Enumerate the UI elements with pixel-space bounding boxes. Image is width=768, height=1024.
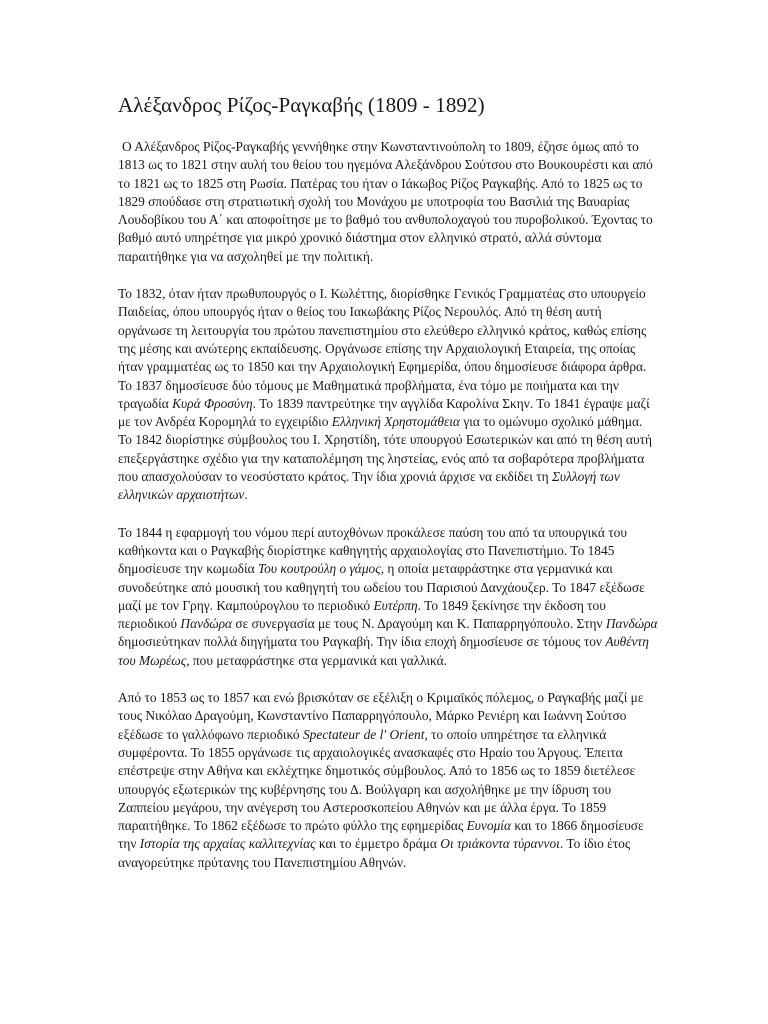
page-title: Αλέξανδρος Ρίζος-Ραγκαβής (1809 - 1892): [118, 93, 485, 117]
document-body: [118, 138, 658, 872]
italic-title: Οι τριάκοντα τύραννοι: [440, 836, 560, 852]
paragraph-2: [118, 285, 658, 505]
text-run: δημοσιεύτηκαν πολλά διηγήματα του Ραγκαβή. Την ίδια εποχή δημοσίευσε σε τόμους τον: [118, 634, 606, 650]
italic-title: Συλλογή των ελληνικών αρχαιοτήτων: [118, 469, 620, 503]
italic-title: Πανδώρα: [605, 616, 658, 632]
italic-title: Του κουτρούλη ο γάμος: [257, 561, 381, 577]
text-run: . Το 1839 παντρεύτηκε την αγγλίδα Καρολίνα Σκην. Το 1841 έγραψε μαζί με τον Ανδρέα Κορομηλά το εγχειρίδιο: [118, 395, 650, 430]
text-run: . Το 1849 ξεκίνησε την έκδοση του περιοδικού: [118, 597, 606, 632]
document-page: [118, 90, 658, 891]
italic-title: Ευνομία: [466, 818, 512, 834]
text-run: και το 1866 δημοσίευσε την: [118, 818, 644, 852]
italic-title: Spectateur de l' Orient: [302, 726, 425, 742]
paragraph-1: [118, 138, 658, 266]
text-run: Από το 1853 ως το 1857 και ενώ βρισκόταν σε εξέλιξη ο Κριμαϊκός πόλεμος, ο Ραγκαβής μαζί με τους Νικόλαο Δραγούμη, Κωνσταντίνο Παπαρρηγόπουλο, Μάρκο Ρενιέρη και Ιωάννη Σούτσο εξέδωσε το γαλλόφωνο περιοδικό: [118, 690, 644, 742]
text-run: Το 1832, όταν ήταν πρωθυπουργός ο Ι. Κωλέττης, διορίσθηκε Γενικός Γραμματέας στο υπουργείο Παιδείας, όπου υπουργός ήταν ο θείος του Ιακωβάκης Ρίζος Νερουλός. Από τη θέση αυτή οργάνωσε τη λειτουργία του πρώτου πανεπιστημίου στο ελεύθερο ελληνικό κράτος, καθώς επίσης της μέσης και ανώτερης εκπαίδευσης. Οργάνωσε επίσης την Αρχαιολογική Εταιρεία, της οποίας ήταν γραμματέας ως το 1850 και την Αρχαιολογική Εφημερίδα, όπου δημοσίευσε διάφορα άρθρα. Το 1837 δημοσίευσε δύο τόμους με Μαθηματικά προβλήματα, ένα τόμο με ποιήματα και την τραγωδία: [118, 286, 647, 411]
paragraph-4: [118, 689, 658, 872]
text-run: και το έμμετρο δράμα: [315, 836, 441, 852]
italic-title: Αυθέντη του Μωρέως: [118, 634, 649, 668]
text-run: για το ομώνυμο σχολικό μάθημα. Το 1842 διορίστηκε σύμβουλος του Ι. Χρηστίδη, τότε υπουργού Εσωτερικών και από τη θέση αυτή επεξεργάστηκε σχέδιο για την καταπολέμηση της ληστείας, ενός από τα σοβαρότερα προβλήματα που απασχολούσαν το νεοσύστατο κράτος. Την ίδια χρονιά άρχισε να εκδίδει τη: [118, 414, 652, 485]
text-run: .: [244, 487, 248, 503]
text-run: , το οποίο υπηρέτησε τα ελληνικά συμφέροντα. Το 1855 οργάνωσε τις αρχαιολογικές ανασκαφές στο Ηραίο του Άργους. Έπειτα επέστρεψε στην Αθήνα και εκλέχτηκε δημοτικός σύμβουλος. Από το 1856 ως το 1859 διετέλεσε υπουργός εξωτερικών της κυβέρνησης του Δ. Βούλγαρη και ασχολήθηκε με την ίδρυση του Ζαππείου μεγάρου, την ανέγερση του Αστεροσκοπείου Αθηνών και με άλλα έργα. Το 1859 παραιτήθηκε. Το 1862 εξέδωσε το πρώτο φύλλο της εφημερίδας: [118, 726, 636, 834]
italic-title: Πανδώρα: [180, 616, 233, 632]
text-run: , η οποία μεταφράστηκε στα γερμανικά και συνοδεύτηκε από μουσική του καθηγητή του ωδείου του Παρισιού Δανχάουζερ. Το 1847 εξέδωσε μαζί με τον Γρηγ. Καμπούρογλου το περιοδικό: [118, 561, 645, 613]
text-run: . Το ίδιο έτος αναγορεύτηκε πρύτανης του Πανεπιστημίου Αθηνών.: [118, 836, 631, 870]
italic-title: Ιστορία της αρχαίας καλλιτεχνίας: [139, 836, 316, 852]
italic-title: Κυρά Φροσύνη: [172, 395, 253, 411]
text-run: Ο Αλέξανδρος Ρίζος-Ραγκαβής γεννήθηκε στην Κωνσταντινούπολη το 1809, έζησε όμως από το 1813 ως το 1821 στην αυλή του θείου του ηγεμόνα Αλεξάνδρου Σούτσου στο Βουκουρέστι και από το 1821 ως το 1825 στη Ρωσία. Πατέρας του ήταν ο Ιάκωβος Ρίζος Ραγκαβής. Από το 1825 ως το 1829 σπούδασε στη στρατιωτική σχολή του Μονάχου με υποτροφία του Βασιλιά της Βαυαρίας Λουδοβίκου του Α΄ και αποφοίτησε με το βαθμό του ανθυπολοχαγού του πυροβολικού. Έχοντας το βαθμό αυτό υπηρέτησε για μικρό χρονικό διάστημα στον ελληνικό στρατό, αλλά σύντομα παραιτήθηκε για να ασχοληθεί με την πολιτική.: [118, 139, 653, 264]
text-run: , που μεταφράστηκε στα γερμανικά και γαλλικά.: [186, 652, 448, 668]
paragraph-3: [118, 524, 658, 670]
italic-title: Ευτέρπη: [373, 597, 418, 613]
text-run: Το 1844 η εφαρμογή του νόμου περί αυτοχθόνων προκάλεσε παύση του από τα υπουργικά του καθήκοντα και ο Ραγκαβής διορίστηκε καθηγητής αρχαιολογίας στο Πανεπιστήμιο. Το 1845 δημοσίευσε την κωμωδία: [118, 524, 627, 577]
text-run: σε συνεργασία με τους Ν. Δραγούμη και Κ. Παπαρρηγόπουλο. Στην: [232, 616, 606, 632]
italic-title: Ελληνική Χρηστομάθεια: [331, 414, 460, 430]
